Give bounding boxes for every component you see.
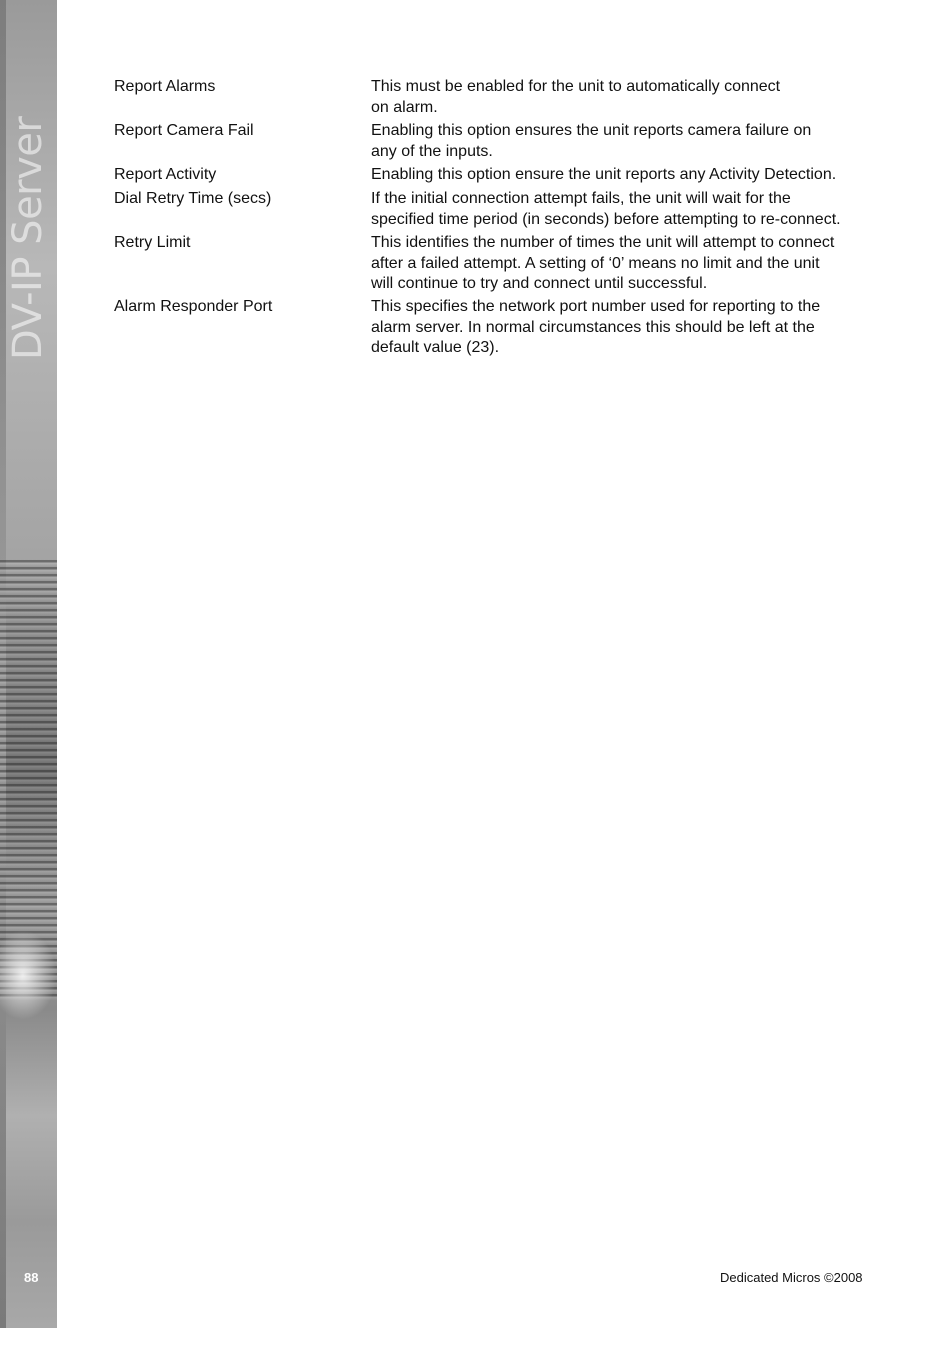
- term-label: Report Activity: [114, 166, 217, 183]
- sidebar-banner: [0, 0, 57, 1328]
- term-label: Retry Limit: [114, 234, 191, 251]
- term-label: Alarm Responder Port: [114, 298, 273, 315]
- sidebar-title: DV-IP Server: [5, 116, 51, 360]
- term-description: Enabling this option ensures the unit reports camera failure on any of the inputs.: [371, 122, 812, 160]
- term-description: Enabling this option ensure the unit reports any Activity Detection.: [371, 166, 837, 183]
- term-label: Report Alarms: [114, 78, 216, 95]
- term-description: If the initial connection attempt fails, the unit will wait for the specified time period (in seconds) before attempting to re-connect.: [371, 190, 841, 228]
- sidebar-glow: [0, 930, 57, 1020]
- term-label: Dial Retry Time (secs): [114, 190, 272, 207]
- page-number: 88: [24, 1270, 39, 1285]
- term-description: This identifies the number of times the unit will attempt to connect after a failed attempt. A setting of ‘0’ means no limit and the unit will continue to try and connect until successful.: [371, 234, 835, 292]
- term-label: Report Camera Fail: [114, 122, 254, 139]
- term-description: This must be enabled for the unit to automatically connect on alarm.: [371, 78, 781, 116]
- term-description: This specifies the network port number used for reporting to the alarm server. In normal circumstances this should be left at the default value (23).: [371, 298, 821, 356]
- footer-copyright: Dedicated Micros ©2008: [720, 1270, 863, 1285]
